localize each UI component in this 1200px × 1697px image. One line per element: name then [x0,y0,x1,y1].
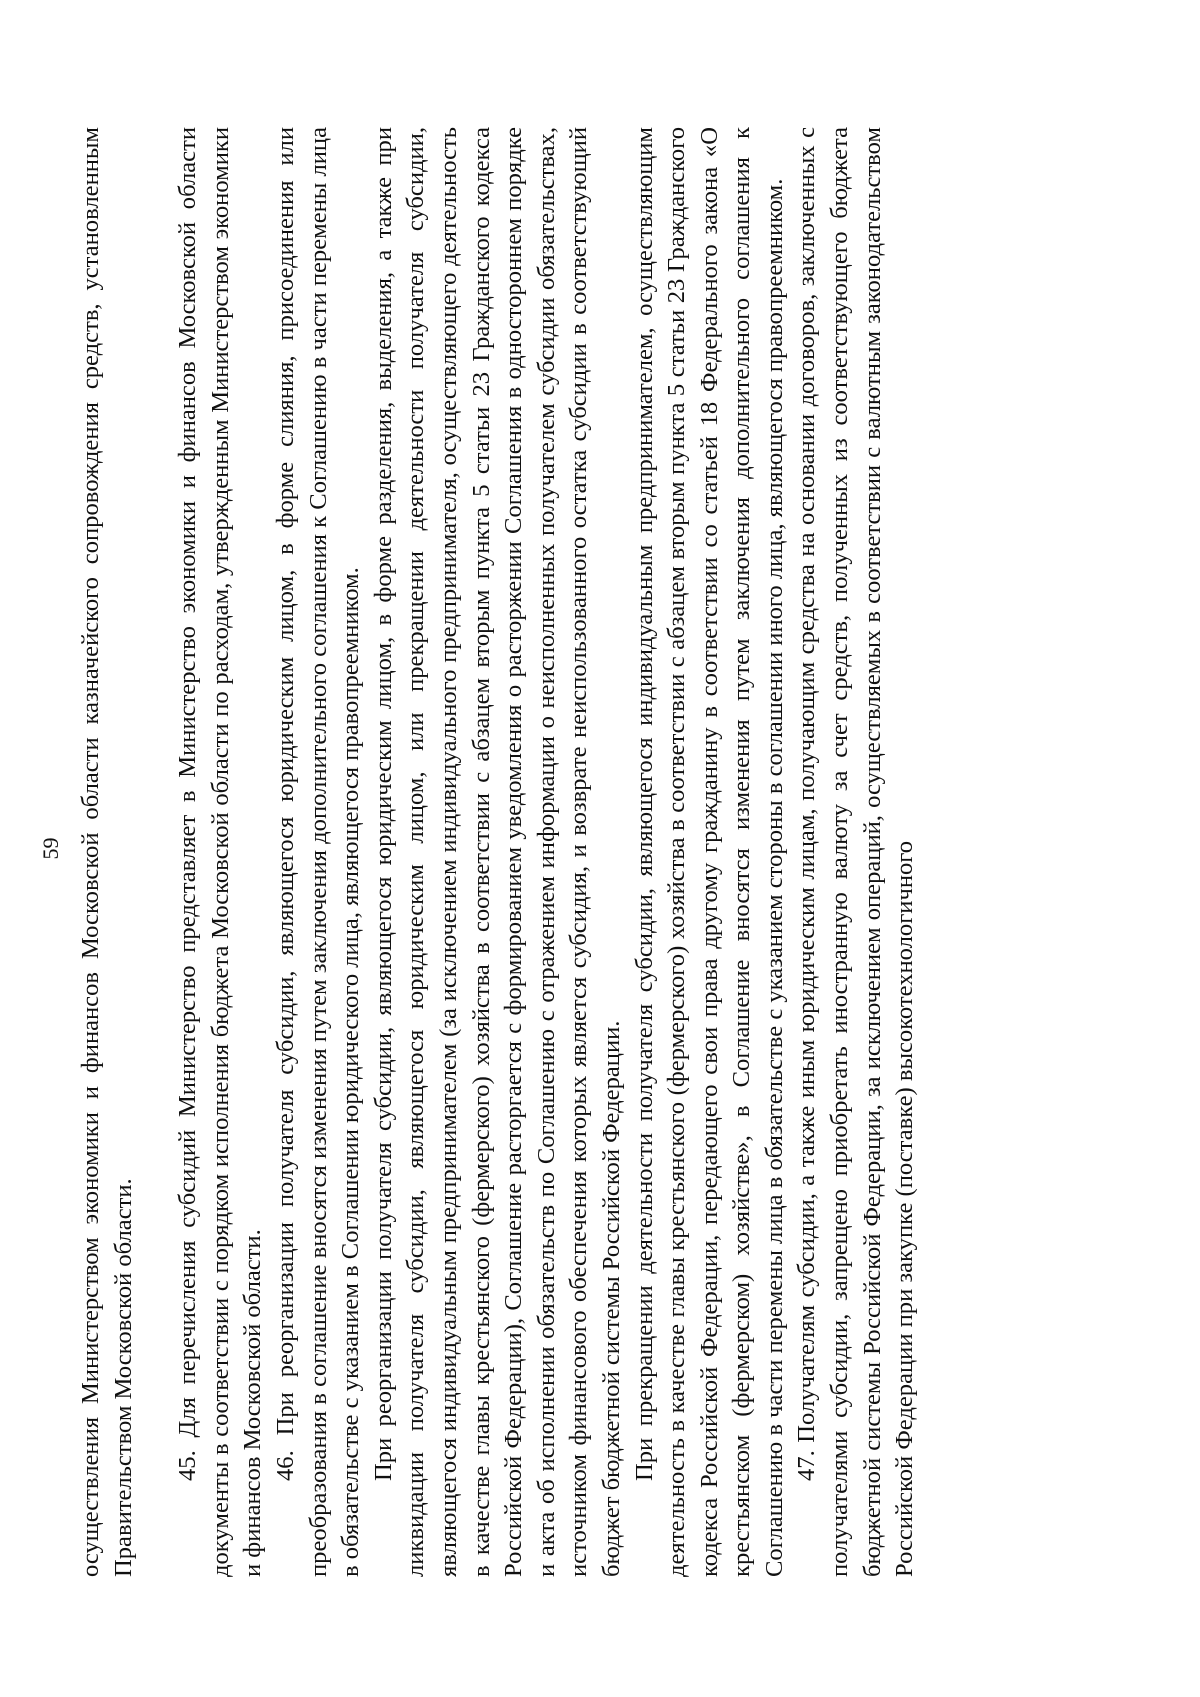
paragraph-46: 46. При реорганизации получателя субсидии, являющегося юридическим лицом, в форме слияния, присоединения или преобразования в соглашение вносятся изменения путем заключения дополнительного соглашения к Соглашению в части перемены лица в обязательстве с указанием в Соглашении юридического лица, являющегося правопреемником. [271,127,365,1577]
spacer [140,127,172,1577]
paragraph-47: 47. Получателям субсидии, а также иным юридическим лицам, получающим средства на основании договоров, заключенных с получателями субсидии, запрещено приобретать иностранную валюту за счет средств, полученных из соответствующего бюджета бюджетной системы Российской Федерации, за исключением операций, осуществляемых в соответствии с валютным законодательством Российской Федерации при закупке (поставке) высокотехнологичного [793,127,919,1577]
page-body [75,127,922,1577]
paragraph-46-reorganization: При реорганизации получателя субсидии, являющегося юридическим лицом, в форме разделения, выделения, а также при ликвидации получателя субсидии, являющегося юридическим лицом, или прекращении деятельности получателя субсидии, являющегося индивидуальным предпринимателем (за исключением индивидуального предпринимателя, осуществляющего деятельность в качестве главы крестьянского (фермерского) хозяйства в соответствии с абзацем вторым пункта 5 статьи 23 Гражданского кодекса Российской Федерации), Соглашение расторгается с формированием уведомления о расторжении Соглашения в одностороннем порядке и акта об исполнении обязательств по Соглашению с отражением информации о неисполненных получателем субсидии обязательствах, источником финансового обеспечения которых является субсидия, и возврате неиспользованного остатка субсидии в соответствующий бюджет бюджетной системы Российской Федерации. [369,127,625,1577]
paragraph-45: 45. Для перечисления субсидий Министерство представляет в Министерство экономики и финансов Московской области документы в соответствии с порядком исполнения бюджета Московской области по расходам, утвержденным Министерством экономики и финансов Московской области. [174,127,267,1577]
paragraph-continuation: осуществления Министерством экономики и финансов Московской области казначейского сопровождения средств, установленным Правительством Московской области. [77,127,137,1577]
paragraph-46-termination: При прекращении деятельности получателя субсидии, являющегося индивидуальным предпринимателем, осуществляющим деятельность в качестве главы крестьянского (фермерского) хозяйства в соответствии с абзацем вторым пункта 5 статьи 23 Гражданского кодекса Российской Федерации, передающего свои права другому гражданину в соответствии со статьей 18 Федерального закона «О крестьянском (фермерском) хозяйстве», в Соглашение вносятся изменения путем заключения дополнительного соглашения к Соглашению в части перемены лица в обязательстве с указанием стороны в соглашении иного лица, являющегося правопреемником. [630,127,788,1577]
page-number: 59 [38,837,63,860]
